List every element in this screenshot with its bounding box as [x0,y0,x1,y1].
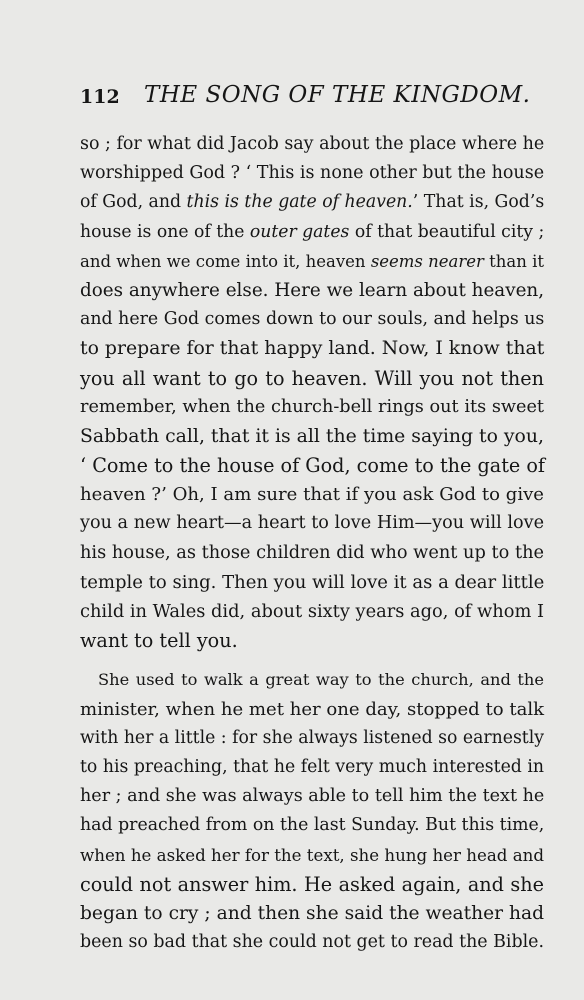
text-line: had preached from on the last Sunday. But this time, [80,815,545,836]
text-line: does anywhere else. Here we learn about heaven, [80,279,545,301]
paragraph-2 [80,665,544,957]
page-number: 112 [80,86,120,108]
text-line: and when we come into it, heaven seems nearer than it [80,251,544,271]
text-line: want to tell you. [80,629,238,653]
text-line: minister, when he met her one day, stopped to talk [80,698,545,720]
page-header [80,82,531,112]
text-line: been so bad that she could not get to read the Bible. [80,932,544,953]
italic-phrase: seems nearer [370,251,484,271]
running-title: THE SONG OF THE KINGDOM. [144,82,531,108]
text-line: heaven ?’ Oh, I am sure that if you ask God to give [80,484,544,506]
italic-phrase: outer gates [249,221,350,242]
text-line: ‘ Come to the house of God, come to the gate of [80,454,546,478]
text-line: his house, as those children did who went up to the [80,542,544,563]
text-line: you all want to go to heaven. Will you not then [80,366,544,390]
text-line: when he asked her for the text, she hung her head and [80,845,544,865]
text-line: you a new heart—a heart to love Him—you will love [80,513,544,534]
text-line: could not answer him. He asked again, and she [80,872,544,896]
text-line: so ; for what did Jacob say about the place where he [80,134,545,154]
paragraph-1 [80,130,544,655]
text-line: her ; and she was always able to tell him the text he [80,786,545,807]
text-line: to his preaching, that he felt very much interested in [80,756,544,777]
paragraph-gap [80,655,544,665]
text-line: of God, and this is the gate of heaven.’ That is, God’s [80,192,545,213]
body-text [80,130,544,957]
text-line: to prepare for that happy land. Now, I know that [80,338,545,360]
text-line: Sabbath call, that it is all the time saying to you, [80,425,544,447]
text-line: with her a little : for she always listened so earnestly [80,727,544,748]
text-line: and here God comes down to our souls, and helps us [80,309,545,330]
italic-phrase: this is the gate of heaven. [186,192,413,213]
text-line: remember, when the church-bell rings out its sweet [80,396,544,417]
text-line: temple to sing. Then you will love it as a dear little [80,571,545,593]
text-line: began to cry ; and then she said the weather had [80,902,544,924]
text-line: worshipped God ? ‘ This is none other but the house [80,163,545,184]
text-line: She used to walk a great way to the church, and the [98,670,544,690]
text-line: child in Wales did, about sixty years ago, of whom I [80,601,545,622]
text-line: house is one of the outer gates of that beautiful city ; [80,221,545,242]
